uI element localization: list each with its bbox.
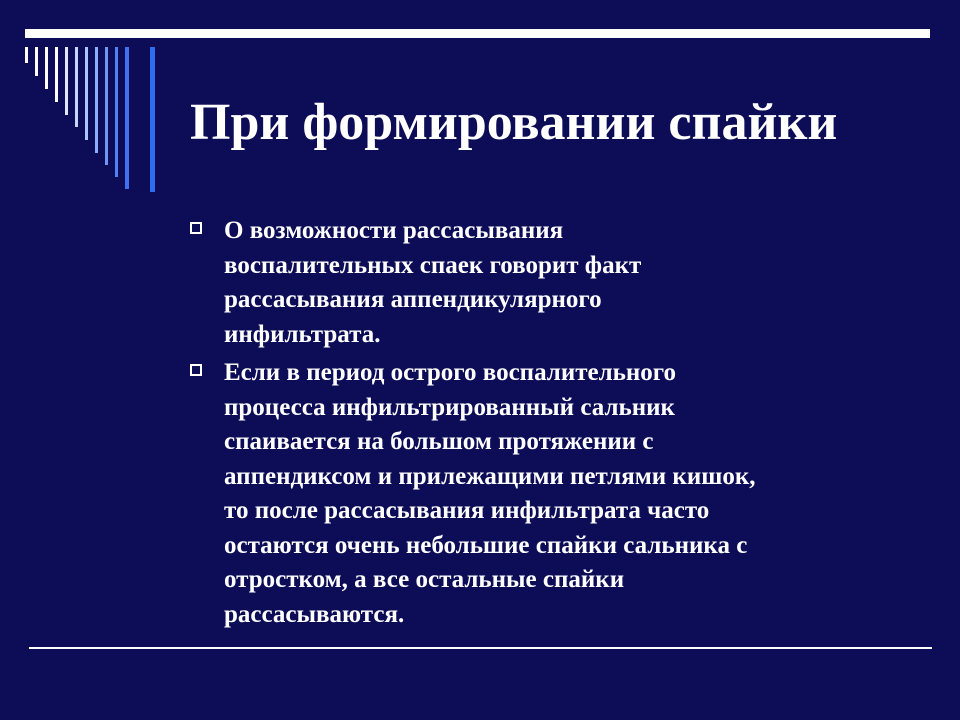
bottom-divider-line	[29, 647, 932, 649]
bullet-text: О возможности рассасывания воспалительных спаек говорит факт рассасывания аппендикулярного инфильтрата.	[224, 217, 642, 348]
slide-title: При формировании спайки	[190, 94, 838, 151]
hollow-square-bullet-icon	[190, 364, 202, 376]
hollow-square-bullet-icon	[190, 222, 202, 234]
bullet-list	[186, 214, 916, 636]
decorative-stripes-graphic	[0, 0, 170, 200]
bullet-text: Если в период острого воспалительного процесса инфильтрированный сальник спаивается на большом протяжении с аппендиксом и прилежащими петлями кишок, то после рассасывания инфильтрата часто остаются очень небольшие спайки сальника с отростком, а все остальные спайки рассасываются.	[224, 359, 756, 628]
bullet-item	[186, 356, 916, 632]
bullet-item	[186, 214, 916, 352]
